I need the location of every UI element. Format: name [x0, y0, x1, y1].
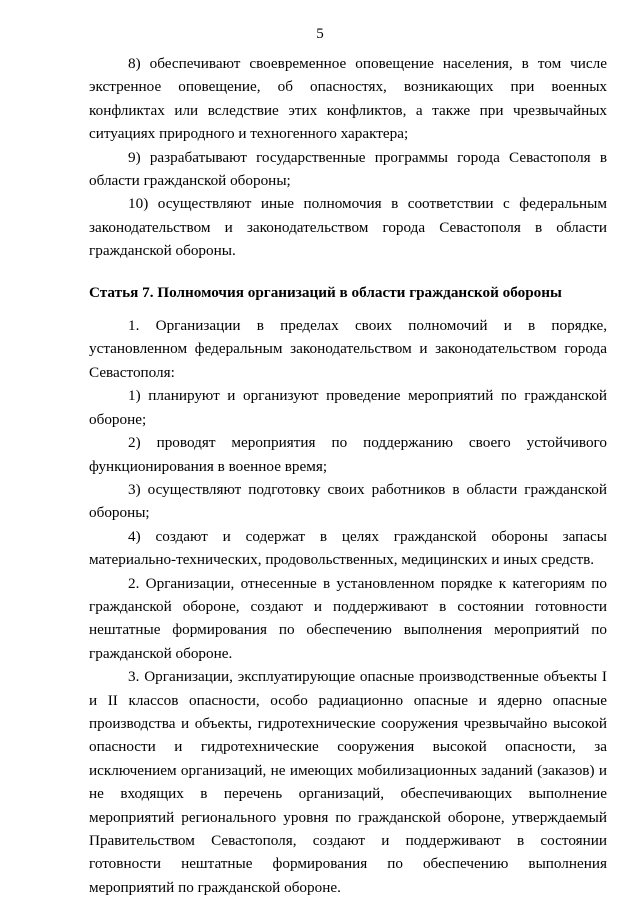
article-7-part-1-item-1: 1) планируют и организуют проведение мероприятий по гражданской обороне;: [89, 387, 607, 428]
article-7-part-1: 1. Организации в пределах своих полномочий и в порядке, установленном федеральным законодательством и законодательством города Севастополя:: [89, 317, 607, 381]
article-7-part-1-item-2: 2) проводят мероприятия по поддержанию своего устойчивого функционирования в военное время;: [89, 434, 607, 475]
article-7-part-1-item-4: 4) создают и содержат в целях гражданской обороны запасы материально-технических, продовольственных, медицинских и иных средств.: [89, 527, 607, 569]
article-7-part-3: 3. Организации, эксплуатирующие опасные производственные объекты I и II классов опасности, особо радиационно опасные и ядерно опасные производства и объекты, гидротехнические сооружения чрезвычайно высокой опасности и гидротехнические сооружения высокой опасности, за исключением организаций, не имеющих мобилизационных заданий (заказов) и не входящих в перечень организаций, обеспечивающих выполнение мероприятий регионального уровня по гражданской обороне, утверждаемый Правительством Севастополя, создают и поддерживают в состоянии готовности нештатные формирования по обеспечению выполнения мероприятий по гражданской обороне.: [89, 668, 607, 896]
page-number: 5: [316, 26, 324, 42]
paragraph-item-9: 9) разрабатывают государственные программы города Севастополя в области гражданской обороны;: [89, 148, 607, 190]
article-7-part-1-item-3: 3) осуществляют подготовку своих работников в области гражданской обороны;: [89, 480, 607, 522]
paragraph-item-8: 8) обеспечивают своевременное оповещение населения, в том числе экстренное оповещение, об опасностях, возникающих при военных конфликтах или вследствие этих конфликтов, а также при чрезвычайных ситуациях природного и техногенного характера;: [89, 55, 607, 143]
paragraph-item-10: 10) осуществляют иные полномочия в соответствии с федеральным законодательством и законодательством города Севастополя в области гражданской обороны.: [89, 195, 607, 260]
article-7-part-2: 2. Организации, отнесенные в установленном порядке к категориям по гражданской обороне, создают и поддерживают в состоянии готовности нештатные формирования по обеспечению выполнения мероприятий по гражданской обороне.: [89, 574, 607, 662]
article-7-heading: Статья 7. Полномочия организаций в области гражданской обороны: [89, 283, 562, 301]
document-body: [89, 52, 607, 899]
